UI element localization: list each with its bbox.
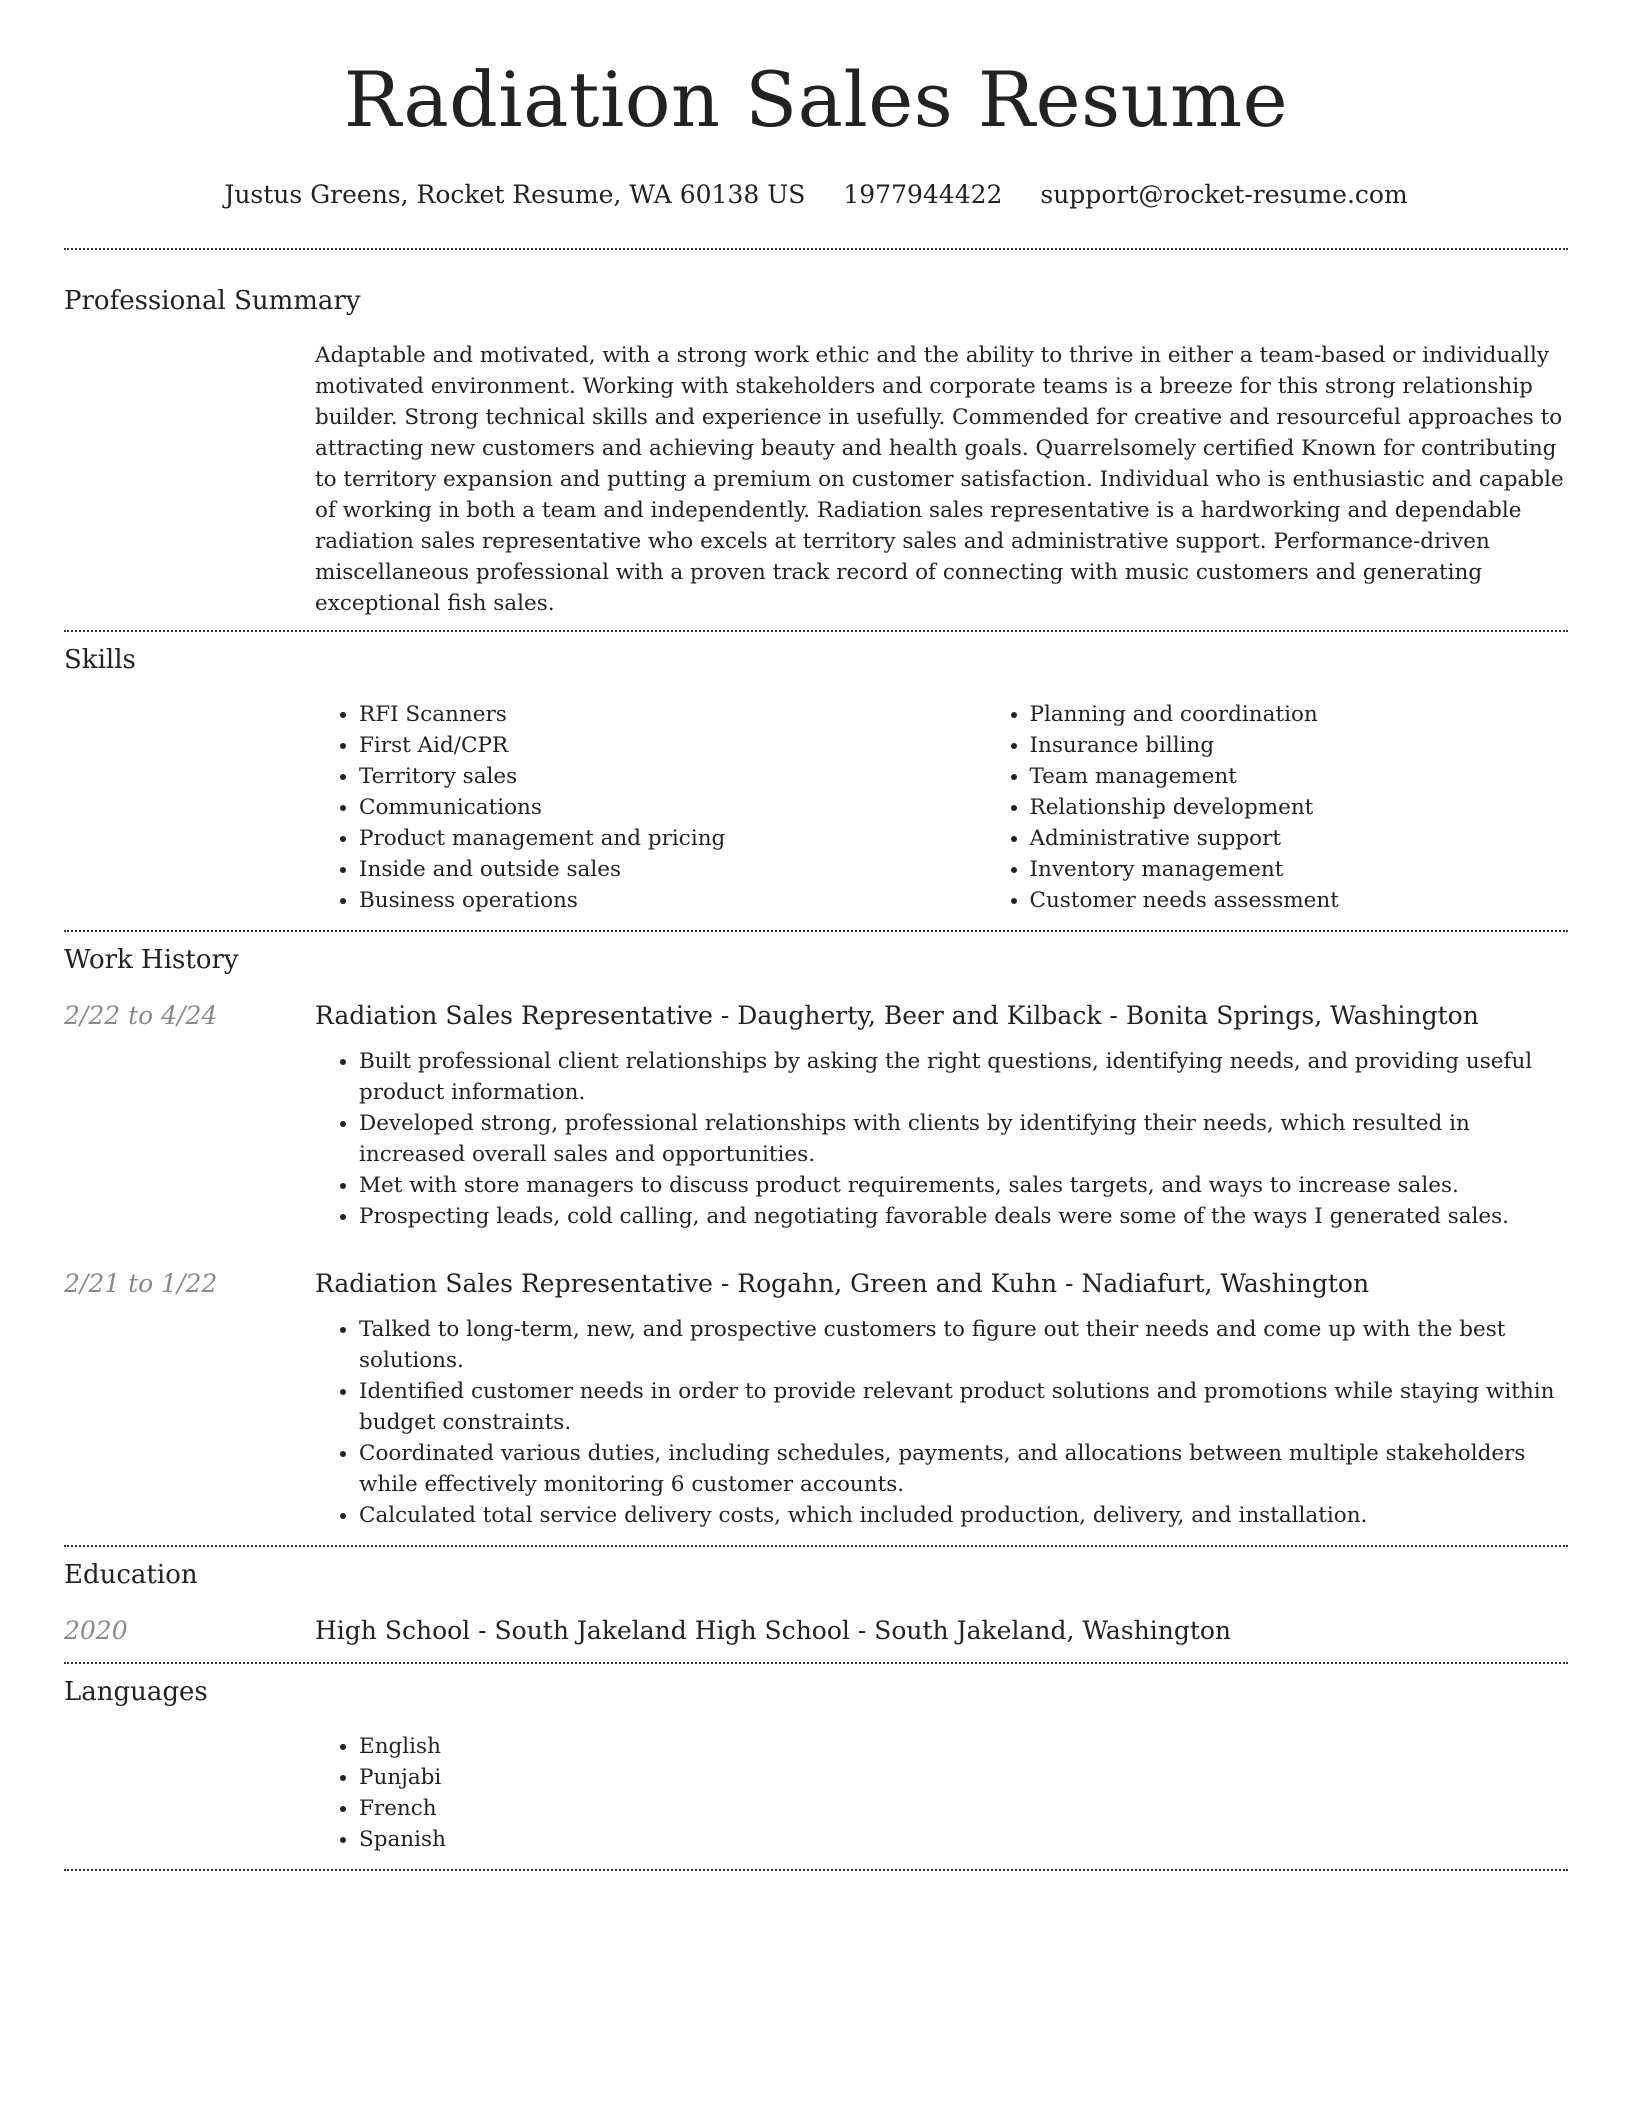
skills-section [64,632,1568,916]
job-bullet: • Prospecting leads, cold calling, and negotiating favorable deals were some of the ways I generated sales. [359,1201,1568,1232]
contact-phone: 1977944422 [843,180,1003,209]
skill-item: • Administrative support [1030,823,1632,854]
skills-list-right [986,699,1632,916]
skill-item: • Customer needs assessment [1030,885,1632,916]
contact-line [64,178,1568,212]
job-bullet: • Identified customer needs in order to provide relevant product solutions and promotions while staying within budget constraints. [359,1376,1568,1438]
education-date: 2020 [64,1616,128,1645]
job-bullet: • Coordinated various duties, including schedules, payments, and allocations between multiple stakeholders while effectively monitoring 6 customer accounts. [359,1438,1568,1500]
skill-item: • First Aid/CPR [359,730,986,761]
job-title: Radiation Sales Representative - Daugherty, Beer and Kilback - Bonita Springs, Washington [315,1001,1479,1030]
skill-item: • Territory sales [359,761,986,792]
skill-item: • Business operations [359,885,986,916]
contact-email: support@rocket-resume.com [1040,180,1408,209]
skills-list-left [315,699,986,916]
summary-section [64,250,1568,619]
job-date: 2/22 to 4/24 [64,1001,218,1030]
job-bullet: • Calculated total service delivery costs, which included production, delivery, and installation. [359,1500,1568,1531]
job-bullet: • Developed strong, professional relationships with clients by identifying their needs, which resulted in increased overall sales and opportunities. [359,1108,1568,1170]
language-item: • French [359,1793,1568,1824]
work-history-section [64,932,1568,1531]
skill-item: • Insurance billing [1030,730,1632,761]
skill-item: • RFI Scanners [359,699,986,730]
skill-item: • Inventory management [1030,854,1632,885]
job-bullet: • Talked to long-term, new, and prospective customers to figure out their needs and come up with the best solutions. [359,1314,1568,1376]
section-divider [64,1869,1568,1871]
language-item: • Punjabi [359,1762,1568,1793]
job-bullet: • Built professional client relationships by asking the right questions, identifying needs, and providing useful product information. [359,1046,1568,1108]
job-bullet: • Met with store managers to discuss product requirements, sales targets, and ways to increase sales. [359,1170,1568,1201]
languages-heading: Languages [64,1677,208,1707]
skill-item: • Product management and pricing [359,823,986,854]
education-heading: Education [64,1560,198,1590]
job-title: Radiation Sales Representative - Rogahn, Green and Kuhn - Nadiafurt, Washington [315,1269,1370,1298]
job-entry [64,1267,1568,1531]
work-history-heading: Work History [64,945,239,975]
language-item: • English [359,1731,1568,1762]
contact-address: Justus Greens, Rocket Resume, WA 60138 US [224,180,806,209]
job-bullets [315,1046,1568,1232]
skill-item: • Relationship development [1030,792,1632,823]
languages-section [64,1664,1568,1855]
skills-heading: Skills [64,645,136,675]
language-item: • Spanish [359,1824,1568,1855]
education-entry: High School - South Jakeland High School - South Jakeland, Washington [315,1616,1232,1645]
skill-item: • Inside and outside sales [359,854,986,885]
skill-item: • Team management [1030,761,1632,792]
resume-title: Radiation Sales Resume [343,55,1289,144]
summary-text: Adaptable and motivated, with a strong work ethic and the ability to thrive in either a team-based or individually motivated environment. Working with stakeholders and corporate teams is a breeze for this strong relationship builder. Strong technical skills and experience in usefully. Commended for creative and resourceful approaches to attracting new customers and achieving beauty and health goals. Quarrelsomely certified Known for contributing to territory expansion and putting a premium on customer satisfaction. Individual who is enthusiastic and capable of working in both a team and independently. Radiation sales representative is a hardworking and dependable radiation sales representative who excels at territory sales and administrative support. Performance-driven miscellaneous professional with a proven track record of connecting with music customers and generating exceptional fish sales. [315,343,1564,616]
skill-item: • Communications [359,792,986,823]
job-entry [64,999,1568,1232]
education-section [64,1547,1568,1648]
skill-item: • Planning and coordination [1030,699,1632,730]
job-bullets [315,1314,1568,1531]
languages-list [315,1731,1568,1855]
summary-heading: Professional Summary [64,286,361,316]
job-date: 2/21 to 1/22 [64,1269,218,1298]
